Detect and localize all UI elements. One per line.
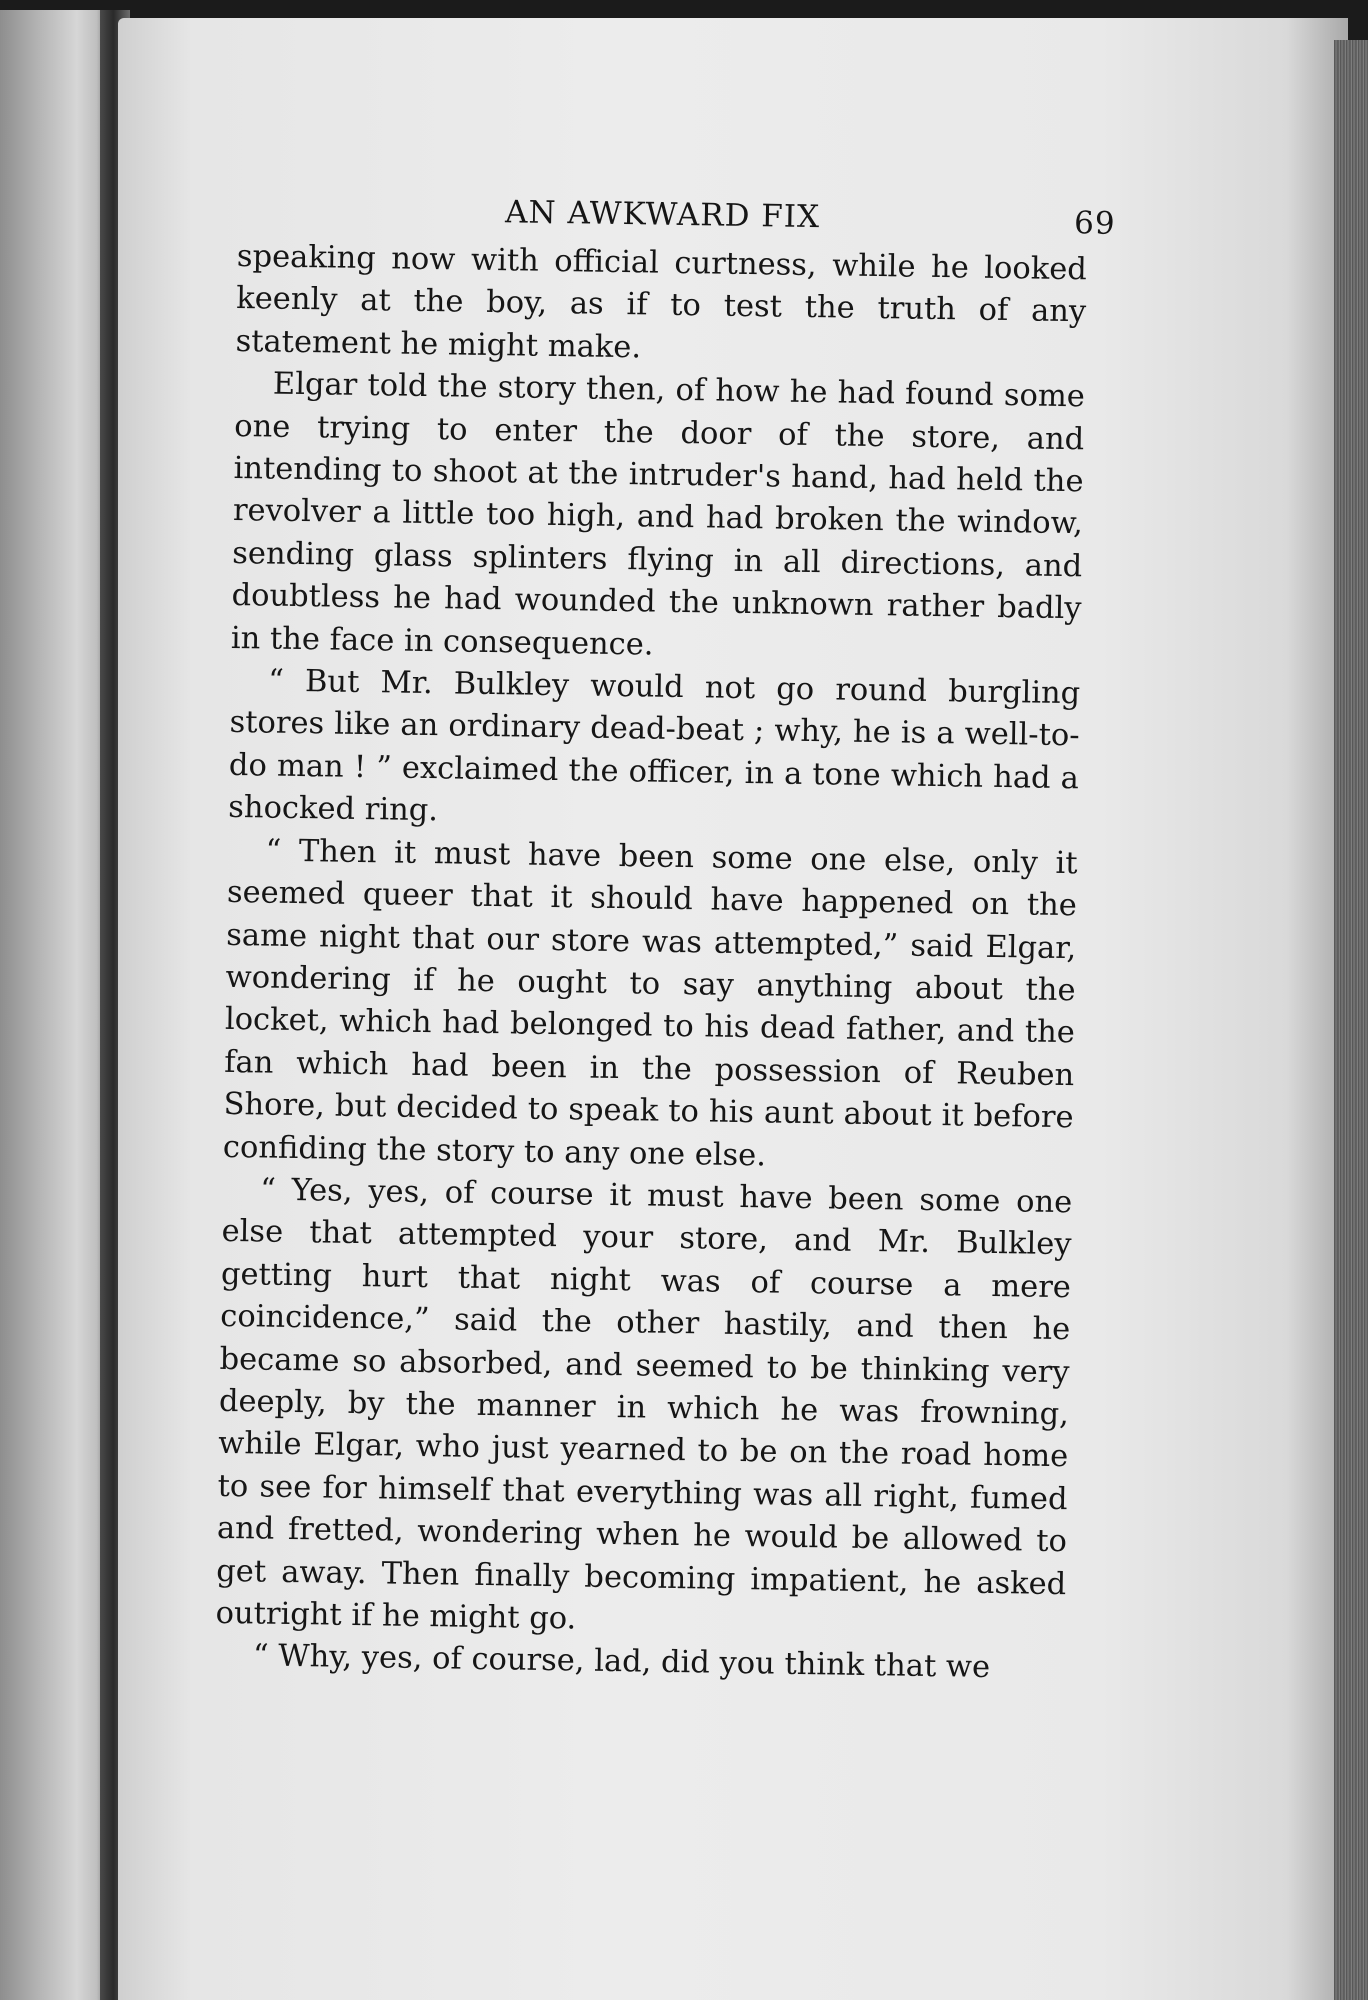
paragraph-5: “ Yes, yes, of course it must have been some one else that attempted your store, and Mr. Bulkley getting hurt that night was of course a mere coincidence,” said the other hastily, and then he became so absorbed, and seemed to be thinking very deeply, by the manner in which he was frowning, while Elgar, who just yearned to be on the road home to see for himself that everything was all right, fumed and fretted, wondering when he would be allowed to get away. Then finally becoming impatient, he asked outright if he might go. <box>215 1172 1073 1637</box>
page-number: 69 <box>1073 205 1116 242</box>
paragraph-3: “ But Mr. Bulkley would not go round burgling stores like an ordinary dead-beat ; why, he is a well-to-do man ! ” exclaimed the officer, in a tone which had a shocked ring. <box>228 663 1081 829</box>
book-block-edge <box>1334 40 1368 2000</box>
paragraph-1: speaking now with official curtness, while he looked keenly at the boy, as if to test the truth of any statement he might make. <box>235 238 1088 366</box>
page-text-block <box>215 190 1116 1691</box>
facing-page-edge <box>0 10 110 2000</box>
running-head-title: AN AWKWARD FIX <box>504 194 821 236</box>
paragraph-6: “ Why, yes, of course, lad, did you think that we <box>252 1638 991 1686</box>
paragraph-4: “ Then it must have been some one else, only it seemed queer that it should have happened on the same night that our store was attempted,” said Elgar, wondering if he ought to say anything about the locket, which had belonged to his dead father, and the fan which had been in the possession of Reuben Shore, but decided to speak to his aunt about it before confiding the story to any one else. <box>222 833 1078 1173</box>
paragraph-2: Elgar told the story then, of how he had found some one trying to enter the door of the store, and intending to shoot at the intruder's hand, had held the revolver a little too high, and had broken the window, sending glass splinters flying in all directions, and doubtless he had wounded the unknown rather badly in the face in consequence. <box>230 366 1086 663</box>
